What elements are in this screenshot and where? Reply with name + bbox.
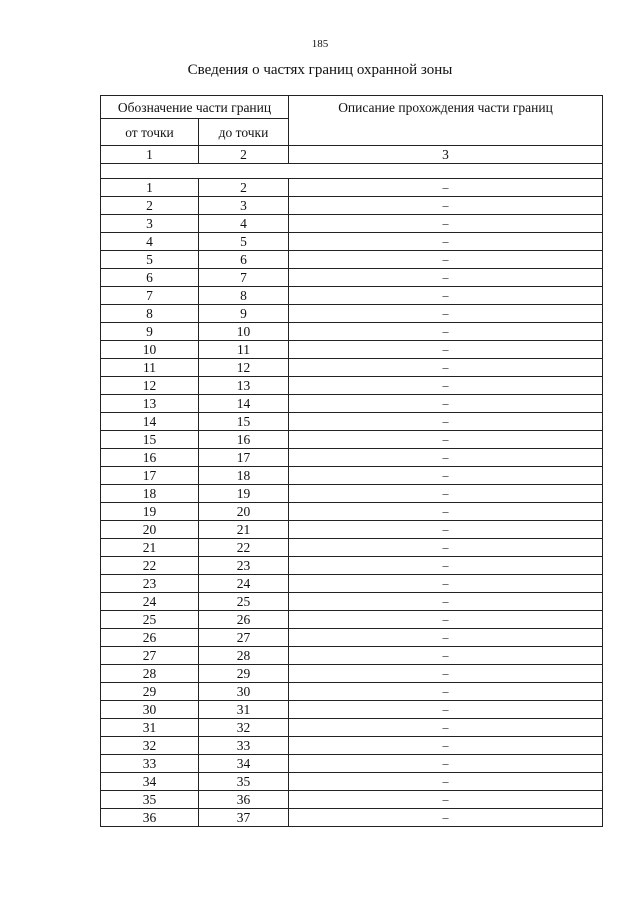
description-cell: – xyxy=(289,647,603,665)
from-point-cell: 28 xyxy=(101,665,199,683)
from-point-cell: 13 xyxy=(101,395,199,413)
table-row xyxy=(101,629,603,647)
from-point-cell: 4 xyxy=(101,233,199,251)
description-cell: – xyxy=(289,341,603,359)
from-point-cell: 25 xyxy=(101,611,199,629)
description-cell: – xyxy=(289,521,603,539)
from-point-cell: 1 xyxy=(101,179,199,197)
description-cell: – xyxy=(289,287,603,305)
to-point-cell: 6 xyxy=(199,251,289,269)
table-row xyxy=(101,449,603,467)
from-point-cell: 15 xyxy=(101,431,199,449)
description-cell: – xyxy=(289,629,603,647)
description-cell: – xyxy=(289,665,603,683)
table-row xyxy=(101,413,603,431)
description-cell: – xyxy=(289,575,603,593)
to-point-cell: 21 xyxy=(199,521,289,539)
to-point-cell: 14 xyxy=(199,395,289,413)
to-point-cell: 15 xyxy=(199,413,289,431)
table-row xyxy=(101,809,603,827)
description-cell: – xyxy=(289,539,603,557)
table-row xyxy=(101,395,603,413)
to-point-cell: 20 xyxy=(199,503,289,521)
to-point-cell: 11 xyxy=(199,341,289,359)
header-boundary-description: Описание прохождения части границ xyxy=(289,96,603,146)
description-cell: – xyxy=(289,449,603,467)
description-cell: – xyxy=(289,557,603,575)
from-point-cell: 23 xyxy=(101,575,199,593)
to-point-cell: 22 xyxy=(199,539,289,557)
description-cell: – xyxy=(289,305,603,323)
from-point-cell: 22 xyxy=(101,557,199,575)
to-point-cell: 5 xyxy=(199,233,289,251)
from-point-cell: 30 xyxy=(101,701,199,719)
from-point-cell: 32 xyxy=(101,737,199,755)
empty-separator-cell xyxy=(101,164,603,179)
to-point-cell: 3 xyxy=(199,197,289,215)
description-cell: – xyxy=(289,683,603,701)
to-point-cell: 31 xyxy=(199,701,289,719)
to-point-cell: 24 xyxy=(199,575,289,593)
table-row xyxy=(101,611,603,629)
from-point-cell: 7 xyxy=(101,287,199,305)
table-row xyxy=(101,539,603,557)
header-boundary-part-designation: Обозначение части границ xyxy=(101,96,289,119)
to-point-cell: 29 xyxy=(199,665,289,683)
to-point-cell: 34 xyxy=(199,755,289,773)
table-row xyxy=(101,737,603,755)
table-row xyxy=(101,683,603,701)
to-point-cell: 7 xyxy=(199,269,289,287)
table-row xyxy=(101,467,603,485)
to-point-cell: 23 xyxy=(199,557,289,575)
description-cell: – xyxy=(289,467,603,485)
description-cell: – xyxy=(289,503,603,521)
description-cell: – xyxy=(289,233,603,251)
to-point-cell: 12 xyxy=(199,359,289,377)
table-row xyxy=(101,431,603,449)
to-point-cell: 27 xyxy=(199,629,289,647)
description-cell: – xyxy=(289,359,603,377)
description-cell: – xyxy=(289,377,603,395)
to-point-cell: 28 xyxy=(199,647,289,665)
table-row xyxy=(101,593,603,611)
boundary-parts-table xyxy=(100,95,603,827)
to-point-cell: 36 xyxy=(199,791,289,809)
from-point-cell: 17 xyxy=(101,467,199,485)
table-row xyxy=(101,521,603,539)
to-point-cell: 2 xyxy=(199,179,289,197)
from-point-cell: 16 xyxy=(101,449,199,467)
to-point-cell: 35 xyxy=(199,773,289,791)
from-point-cell: 2 xyxy=(101,197,199,215)
table-row xyxy=(101,359,603,377)
to-point-cell: 8 xyxy=(199,287,289,305)
to-point-cell: 18 xyxy=(199,467,289,485)
table-row xyxy=(101,647,603,665)
table-row xyxy=(101,377,603,395)
table-row xyxy=(101,197,603,215)
to-point-cell: 9 xyxy=(199,305,289,323)
column-number-2: 2 xyxy=(199,146,289,164)
description-cell: – xyxy=(289,755,603,773)
from-point-cell: 31 xyxy=(101,719,199,737)
description-cell: – xyxy=(289,593,603,611)
from-point-cell: 18 xyxy=(101,485,199,503)
header-row-numbers xyxy=(101,146,603,164)
table-row xyxy=(101,323,603,341)
to-point-cell: 16 xyxy=(199,431,289,449)
to-point-cell: 37 xyxy=(199,809,289,827)
document-title: Сведения о частях границ охранной зоны xyxy=(187,62,453,78)
description-cell: – xyxy=(289,611,603,629)
description-cell: – xyxy=(289,809,603,827)
table-body xyxy=(101,96,603,827)
table-row xyxy=(101,269,603,287)
empty-separator-row xyxy=(101,164,603,179)
from-point-cell: 34 xyxy=(101,773,199,791)
table-row xyxy=(101,305,603,323)
from-point-cell: 5 xyxy=(101,251,199,269)
description-cell: – xyxy=(289,251,603,269)
header-from-point: от точки xyxy=(101,119,199,146)
from-point-cell: 21 xyxy=(101,539,199,557)
table-row xyxy=(101,719,603,737)
from-point-cell: 8 xyxy=(101,305,199,323)
description-cell: – xyxy=(289,269,603,287)
description-cell: – xyxy=(289,197,603,215)
description-cell: – xyxy=(289,395,603,413)
page-number: 185 xyxy=(311,38,329,50)
description-cell: – xyxy=(289,179,603,197)
description-cell: – xyxy=(289,791,603,809)
to-point-cell: 30 xyxy=(199,683,289,701)
table-row xyxy=(101,485,603,503)
to-point-cell: 17 xyxy=(199,449,289,467)
to-point-cell: 13 xyxy=(199,377,289,395)
table-row xyxy=(101,503,603,521)
table-row xyxy=(101,557,603,575)
description-cell: – xyxy=(289,413,603,431)
from-point-cell: 20 xyxy=(101,521,199,539)
from-point-cell: 3 xyxy=(101,215,199,233)
description-cell: – xyxy=(289,215,603,233)
column-number-3: 3 xyxy=(289,146,603,164)
to-point-cell: 33 xyxy=(199,737,289,755)
from-point-cell: 10 xyxy=(101,341,199,359)
table-row xyxy=(101,665,603,683)
table-row xyxy=(101,341,603,359)
table-row xyxy=(101,215,603,233)
from-point-cell: 26 xyxy=(101,629,199,647)
from-point-cell: 19 xyxy=(101,503,199,521)
from-point-cell: 29 xyxy=(101,683,199,701)
table-row xyxy=(101,755,603,773)
table-row xyxy=(101,251,603,269)
from-point-cell: 6 xyxy=(101,269,199,287)
header-row-group xyxy=(101,96,603,119)
header-to-point: до точки xyxy=(199,119,289,146)
from-point-cell: 14 xyxy=(101,413,199,431)
to-point-cell: 4 xyxy=(199,215,289,233)
table-row xyxy=(101,179,603,197)
to-point-cell: 10 xyxy=(199,323,289,341)
to-point-cell: 25 xyxy=(199,593,289,611)
description-cell: – xyxy=(289,737,603,755)
from-point-cell: 9 xyxy=(101,323,199,341)
description-cell: – xyxy=(289,701,603,719)
from-point-cell: 27 xyxy=(101,647,199,665)
to-point-cell: 32 xyxy=(199,719,289,737)
table-row xyxy=(101,773,603,791)
to-point-cell: 19 xyxy=(199,485,289,503)
description-cell: – xyxy=(289,719,603,737)
from-point-cell: 24 xyxy=(101,593,199,611)
from-point-cell: 33 xyxy=(101,755,199,773)
column-number-1: 1 xyxy=(101,146,199,164)
table-row xyxy=(101,791,603,809)
table-row xyxy=(101,701,603,719)
from-point-cell: 36 xyxy=(101,809,199,827)
description-cell: – xyxy=(289,773,603,791)
to-point-cell: 26 xyxy=(199,611,289,629)
from-point-cell: 11 xyxy=(101,359,199,377)
table-row xyxy=(101,575,603,593)
description-cell: – xyxy=(289,431,603,449)
description-cell: – xyxy=(289,323,603,341)
from-point-cell: 35 xyxy=(101,791,199,809)
from-point-cell: 12 xyxy=(101,377,199,395)
description-cell: – xyxy=(289,485,603,503)
table-row xyxy=(101,287,603,305)
table-row xyxy=(101,233,603,251)
